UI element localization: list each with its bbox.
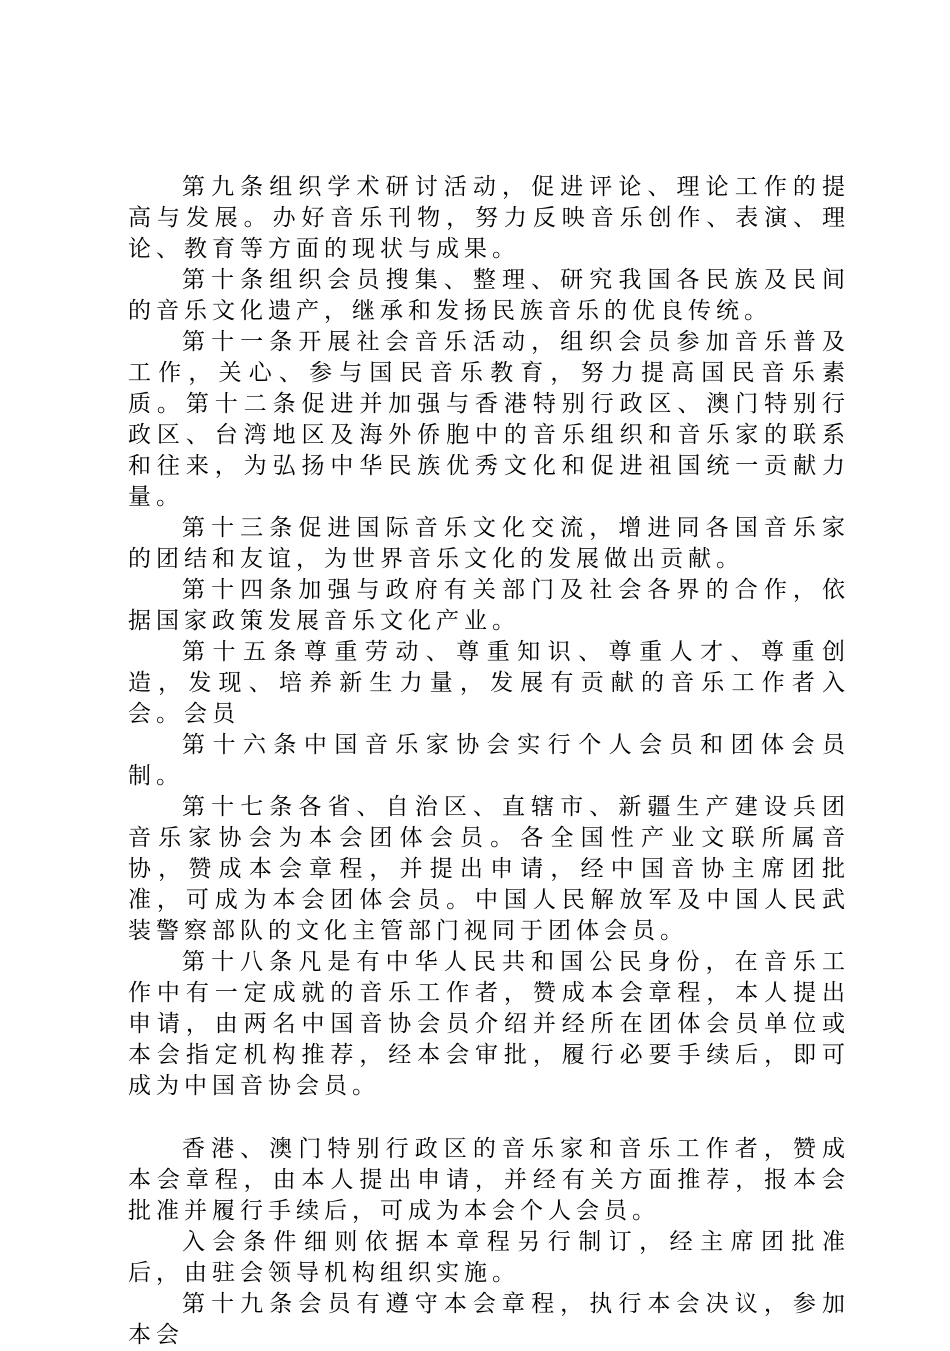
paragraph-hk-macao-members: 香港、澳门特别行政区的音乐家和音乐工作者，赞成本会章程，由本人提出申请，并经有关方面推荐，报本会批准并履行手续后，可成为本会个人会员。	[128, 1136, 850, 1224]
paragraph-article-19: 第十九条会员有遵守本会章程，执行本会决议，参加本会	[128, 1291, 850, 1348]
paragraph-article-16: 第十六条中国音乐家协会实行个人会员和团体会员制。	[128, 732, 850, 789]
paragraph-article-9: 第九条组织学术研讨活动，促进评论、理论工作的提高与发展。办好音乐刊物，努力反映音乐创作、表演、理论、教育等方面的现状与成果。	[128, 174, 850, 262]
paragraph-article-10: 第十条组织会员搜集、整理、研究我国各民族及民间的音乐文化遗产，继承和发扬民族音乐的优良传统。	[128, 267, 850, 324]
document-body	[128, 172, 850, 1351]
paragraph-article-17: 第十七条各省、自治区、直辖市、新疆生产建设兵团音乐家协会为本会团体会员。各全国性产业文联所属音协，赞成本会章程，并提出申请，经中国音协主席团批准，可成为本会团体会员。中国人民解放军及中国人民武装警察部队的文化主管部门视同于团体会员。	[128, 794, 850, 944]
paragraph-article-14: 第十四条加强与政府有关部门及社会各界的合作，依据国家政策发展音乐文化产业。	[128, 577, 850, 634]
paragraph-membership-rules: 入会条件细则依据本章程另行制订，经主席团批准后，由驻会领导机构组织实施。	[128, 1229, 850, 1286]
paragraph-article-13: 第十三条促进国际音乐文化交流，增进同各国音乐家的团结和友谊，为世界音乐文化的发展做出贡献。	[128, 515, 850, 572]
paragraph-article-18: 第十八条凡是有中华人民共和国公民身份，在音乐工作中有一定成就的音乐工作者，赞成本会章程，本人提出申请，由两名中国音协会员介绍并经所在团体会员单位或本会指定机构推荐，经本会审批，履行必要手续后，即可成为中国音协会员。	[128, 949, 850, 1099]
paragraph-article-15: 第十五条尊重劳动、尊重知识、尊重人才、尊重创造，发现、培养新生力量，发展有贡献的音乐工作者入会。会员	[128, 639, 850, 727]
paragraph-article-11-12: 第十一条开展社会音乐活动，组织会员参加音乐普及工作，关心、参与国民音乐教育，努力提高国民音乐素质。第十二条促进并加强与香港特别行政区、澳门特别行政区、台湾地区及海外侨胞中的音乐组织和音乐家的联系和往来，为弘扬中华民族优秀文化和促进祖国统一贡献力量。	[128, 329, 850, 510]
